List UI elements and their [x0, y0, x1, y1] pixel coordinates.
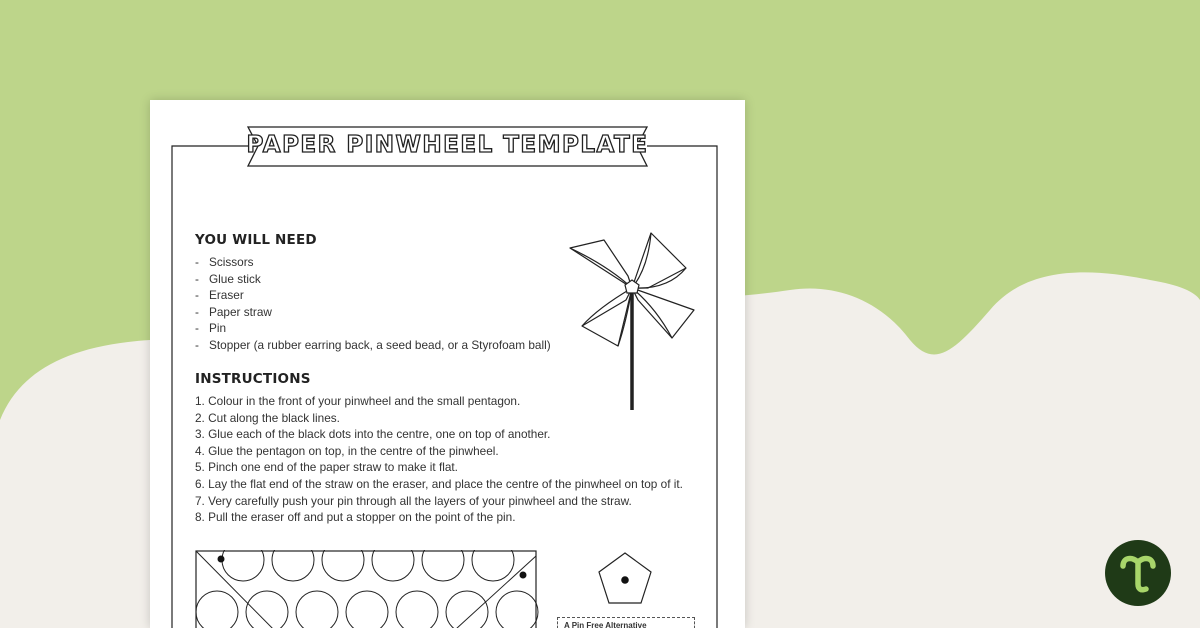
pin-free-alternative-tag: A Pin Free Alternative: [557, 617, 695, 628]
list-item: - Scissors: [195, 255, 254, 269]
list-item: 8. Pull the eraser off and put a stopper on the point of the pin.: [195, 510, 516, 525]
list-item: - Glue stick: [195, 271, 261, 286]
list-item: 2. Cut along the black lines.: [195, 410, 340, 425]
list-item: 1. Colour in the front of your pinwheel and the small pentagon.: [195, 394, 521, 408]
pinwheel-cut-template: [195, 550, 540, 628]
list-item: - Paper straw: [195, 304, 272, 319]
list-item: - Stopper (a rubber earring back, a seed bead, or a Styrofoam ball): [195, 337, 551, 352]
pentagon-icon: [590, 545, 660, 615]
list-item: - Eraser: [195, 288, 244, 303]
list-item: 7. Very carefully push your pin through all the layers of your pinwheel and the straw.: [195, 493, 632, 508]
worksheet-page: [150, 100, 745, 628]
list-item: - Pin: [195, 321, 227, 336]
list-item: 5. Pinch one end of the paper straw to make it flat.: [195, 460, 458, 475]
instructions-heading: INSTRUCTIONS: [195, 371, 311, 387]
list-item: 6. Lay the flat end of the straw on the eraser, and place the centre of the pinwheel on top of it.: [195, 476, 683, 491]
needs-heading: YOU WILL NEED: [195, 232, 317, 248]
pinwheel-illustration-icon: [568, 228, 698, 413]
list-item: 3. Glue each of the black dots into the centre, one on top of another.: [195, 427, 551, 442]
page-title: PAPER PINWHEEL TEMPLATE: [246, 132, 649, 158]
needs-list: [195, 254, 551, 354]
teach-starter-logo-icon[interactable]: [1105, 540, 1171, 606]
list-item: 4. Glue the pentagon on top, in the centre of the pinwheel.: [195, 443, 499, 458]
